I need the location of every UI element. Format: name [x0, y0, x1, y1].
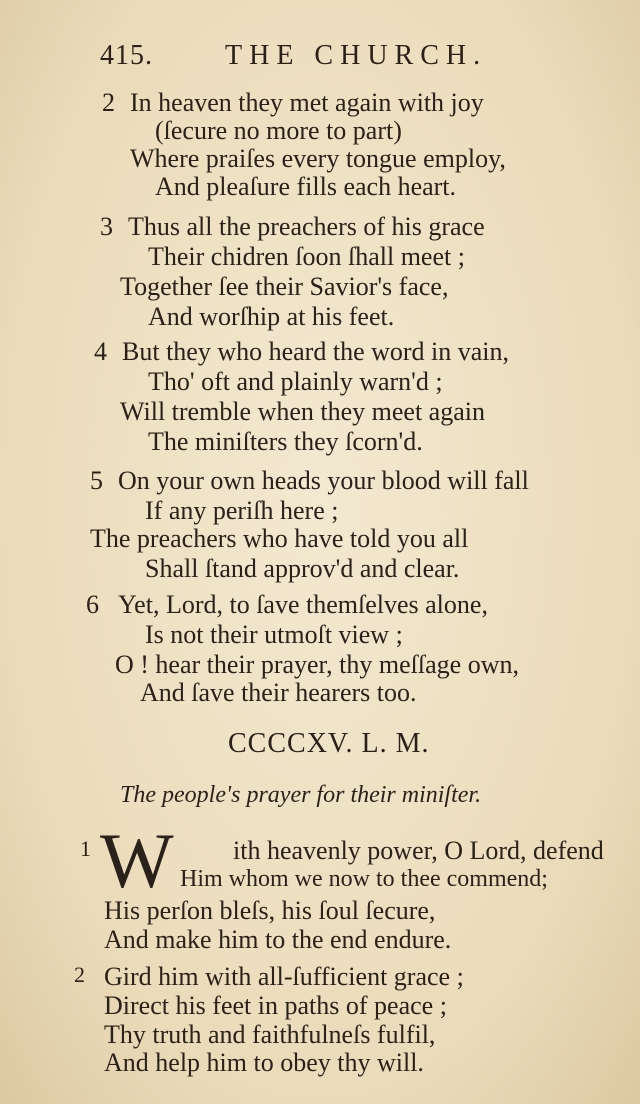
stanza-number: 3	[100, 212, 113, 241]
stanza-number: 1	[80, 836, 91, 861]
verse-line: Shall ſtand approv'd and clear.	[145, 554, 460, 583]
verse-line: Thy truth and faithfulneſs fulfil,	[104, 1020, 436, 1049]
verse-line: Tho' oft and plainly warn'd ;	[148, 367, 443, 396]
stanza-number: 5	[90, 466, 103, 495]
verse-line: Him whom we now to thee commend;	[180, 866, 548, 892]
stanza-number: 2	[74, 962, 85, 987]
verse-line: Where praiſes every tongue employ,	[130, 144, 506, 173]
verse-line: And make him to the end endure.	[104, 925, 452, 954]
verse-line: The miniſters they ſcorn'd.	[148, 427, 423, 456]
verse-line: Together ſee their Savior's face,	[120, 272, 449, 301]
verse-line: If any periſh here ;	[145, 496, 339, 525]
verse-line: And ſave their hearers too.	[140, 678, 417, 707]
stanza-number: 2	[102, 88, 115, 117]
verse-line: Their chidren ſoon ſhall meet ;	[148, 242, 465, 271]
verse-line: (ſecure no more to part)	[155, 116, 402, 145]
verse-line: O ! hear their prayer, thy meſſage own,	[115, 650, 519, 679]
verse-line: The preachers who have told you all	[90, 524, 469, 553]
stanza-number: 4	[94, 337, 107, 366]
drop-cap: W	[100, 817, 174, 904]
verse-line: Direct his feet in paths of peace ;	[104, 991, 447, 1020]
verse-line: ith heavenly power, O Lord, defend	[233, 836, 604, 865]
running-title: THE CHURCH.	[225, 40, 488, 71]
verse-line: Will tremble when they meet again	[120, 397, 485, 426]
verse-line: And pleaſure fills each heart.	[155, 172, 457, 201]
verse-line: And worſhip at his feet.	[148, 302, 395, 331]
verse-line: In heaven they met again with joy	[130, 88, 484, 117]
verse-line: His perſon bleſs, his ſoul ſecure,	[104, 896, 436, 925]
verse-line: And help him to obey thy will.	[104, 1048, 424, 1077]
verse-line: On your own heads your blood will fall	[118, 466, 529, 495]
verse-line: Thus all the preachers of his grace	[128, 212, 485, 241]
verse-line: But they who heard the word in vain,	[122, 337, 510, 366]
hymn-subtitle: The people's prayer for their miniſter.	[120, 782, 482, 808]
page-number: 415.	[100, 40, 153, 71]
verse-line: Is not their utmoſt view ;	[145, 620, 403, 649]
stanza-number: 6	[86, 590, 99, 619]
verse-line: Gird him with all-ſufficient grace ;	[104, 962, 464, 991]
hymn-title: CCCCXV. L. M.	[228, 728, 430, 759]
verse-line: Yet, Lord, to ſave themſelves alone,	[118, 590, 488, 619]
